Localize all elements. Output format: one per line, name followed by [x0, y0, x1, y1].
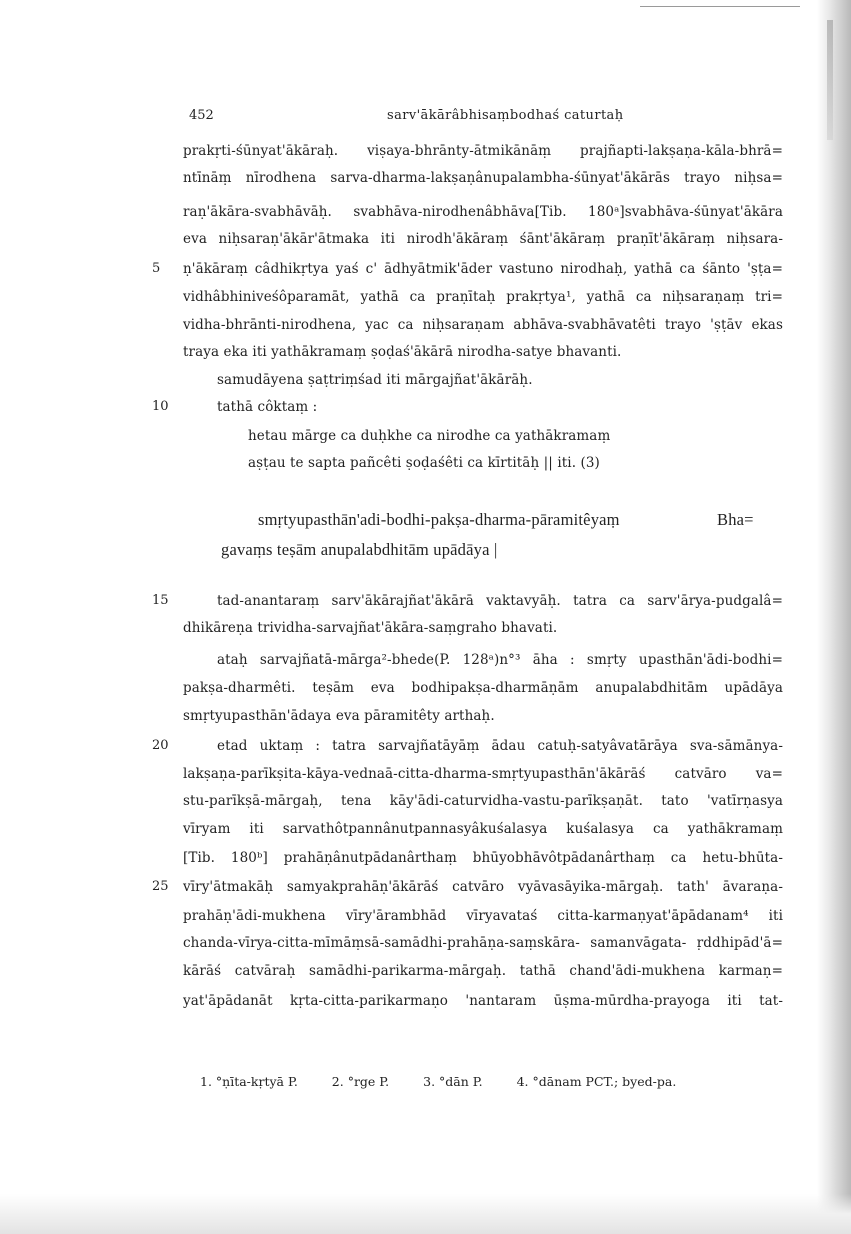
text-line: ntīnāṃ nīrodhena sarva-dharma-lakṣaṇânupalambha-śūnyat'ākārās trayo niḥsa= — [183, 170, 783, 186]
text-line: vīryam iti sarvathôtpannânutpannasyâkuśalasya kuśalasya ca yathākramaṃ — [183, 821, 783, 837]
text-line: kārāś catvāraḥ samādhi-parikarma-mārgaḥ. tathā chand'ādi-mukhena karmaṇ= — [183, 963, 783, 979]
line-number: 10 — [152, 399, 169, 414]
page-header — [189, 108, 789, 130]
text-line: traya eka iti yathākramaṃ ṣoḍaś'ākārā nirodha-satye bhavanti. — [183, 344, 622, 360]
line-number: 15 — [152, 593, 169, 608]
line-number: 20 — [152, 738, 169, 753]
scan-bottom-shadow — [0, 1194, 851, 1234]
text-line: vidha-bhrānti-nirodhena, yac ca niḥsaraṇam abhāva-svabhāvatêti trayo 'ṣṭāv ekas — [183, 317, 783, 333]
text-line: tathā côktaṃ : — [217, 399, 318, 415]
footnote: 2. °rge P. — [331, 1074, 390, 1089]
verse-line: hetau mārge ca duḥkhe ca nirodhe ca yathākramaṃ — [248, 428, 611, 444]
text-line: ṇ'ākāraṃ câdhikṛtya yaś c' ādhyātmik'āder vastuno nirodhaḥ, yathā ca śānto 'ṣṭa= — [183, 261, 783, 277]
text-line: ataḥ sarvajñatā-mārga²-bhede(P. 128ᵃ)n°³ āha : smṛty upasthān'ādi-bodhi= — [217, 652, 783, 668]
line-number: 25 — [152, 879, 169, 894]
running-head: sarv'ākārâbhisaṃbodhaś caturtaḥ — [387, 108, 624, 123]
text-line: prahāṇ'ādi-mukhena vīry'ārambhād vīryavataś citta-karmaṇyat'āpādanam⁴ iti — [183, 908, 783, 924]
text-line: stu-parīkṣā-mārgaḥ, tena kāy'ādi-caturvidha-vastu-parīkṣaṇāt. tato 'vatīrṇasya — [183, 793, 783, 809]
footnote: 1. °ṇīta-kṛtyā P. — [200, 1074, 298, 1089]
text-line: samudāyena ṣaṭtriṃśad iti mārgajñat'ākārāḥ. — [217, 372, 533, 388]
text-line: raṇ'ākāra-svabhāvāḥ. svabhāva-nirodhenâbhāva[Tib. 180ᵃ]svabhāva-śūnyat'ākāra — [183, 204, 783, 220]
text-line: eva niḥsaraṇ'ākār'ātmaka iti nirodh'ākāraṃ śānt'ākāraṃ praṇīt'ākāraṃ niḥsara- — [183, 231, 783, 247]
text-line: etad uktaṃ : tatra sarvajñatāyāṃ ādau catuḥ-satyâvatārāya sva-sāmānya- — [217, 738, 783, 754]
footnotes — [200, 1072, 676, 1092]
text-line: lakṣaṇa-parīkṣita-kāya-vednaā-citta-dharma-smṛtyupasthān'ākārāś catvāro va= — [183, 766, 783, 782]
text-line: prakṛti-śūnyat'ākāraḥ. viṣaya-bhrānty-ātmikānāṃ prajñapti-lakṣaṇa-kāla-bhrā= — [183, 143, 783, 159]
scan-edge-shadow — [817, 0, 851, 1234]
text-line: smṛtyupasthān'ādaya eva pāramitêty arthaḥ. — [183, 708, 495, 724]
text-line: vīry'ātmakāḥ samyakprahāṇ'ākārāś catvāro vyāvasāyika-mārgaḥ. tath' āvaraṇa- — [183, 879, 783, 895]
root-text-line: gavaṃs teṣām anupalabdhitām upādāya | — [221, 540, 498, 559]
line-number: 5 — [152, 261, 161, 276]
verse-line: aṣṭau te sapta pañcêti ṣoḍaśêti ca kīrtitāḥ || iti. (3) — [248, 455, 600, 471]
root-text-line: smṛtyupasthān'adi-bodhi-pakṣa-dharma-pāramitêyaṃ — [258, 510, 620, 529]
scan-top-rule — [640, 6, 800, 7]
footnote: 3. °dān P. — [423, 1074, 483, 1089]
text-line: chanda-vīrya-citta-mīmāṃsā-samādhi-prahāṇa-saṃskāra- samanvāgata- ṛddhipād'ā= — [183, 935, 783, 951]
text-line: vidhâbhiniveśôparamāt, yathā ca praṇītaḥ prakṛtya¹, yathā ca niḥsaraṇaṃ tri= — [183, 289, 783, 305]
root-text-line-end: Bha= — [717, 510, 754, 529]
text-line: yat'āpādanāt kṛta-citta-parikarmaṇo 'nantaram ūṣma-mūrdha-prayoga iti tat- — [183, 993, 783, 1009]
text-line: [Tib. 180ᵇ] prahāṇânutpādanârthaṃ bhūyobhāvôtpādanârthaṃ ca hetu-bhūta- — [183, 850, 783, 866]
text-line: tad-anantaraṃ sarv'ākārajñat'ākārā vaktavyāḥ. tatra ca sarv'ārya-pudgalâ= — [217, 593, 783, 609]
footnote: 4. °dānam PCT.; byed-pa. — [516, 1074, 677, 1089]
page-number: 452 — [189, 108, 214, 123]
text-line: dhikāreṇa trividha-sarvajñat'ākāra-saṃgraho bhavati. — [183, 620, 558, 636]
text-line: pakṣa-dharmêti. teṣām eva bodhipakṣa-dharmāṇām anupalabdhitām upādāya — [183, 680, 783, 696]
